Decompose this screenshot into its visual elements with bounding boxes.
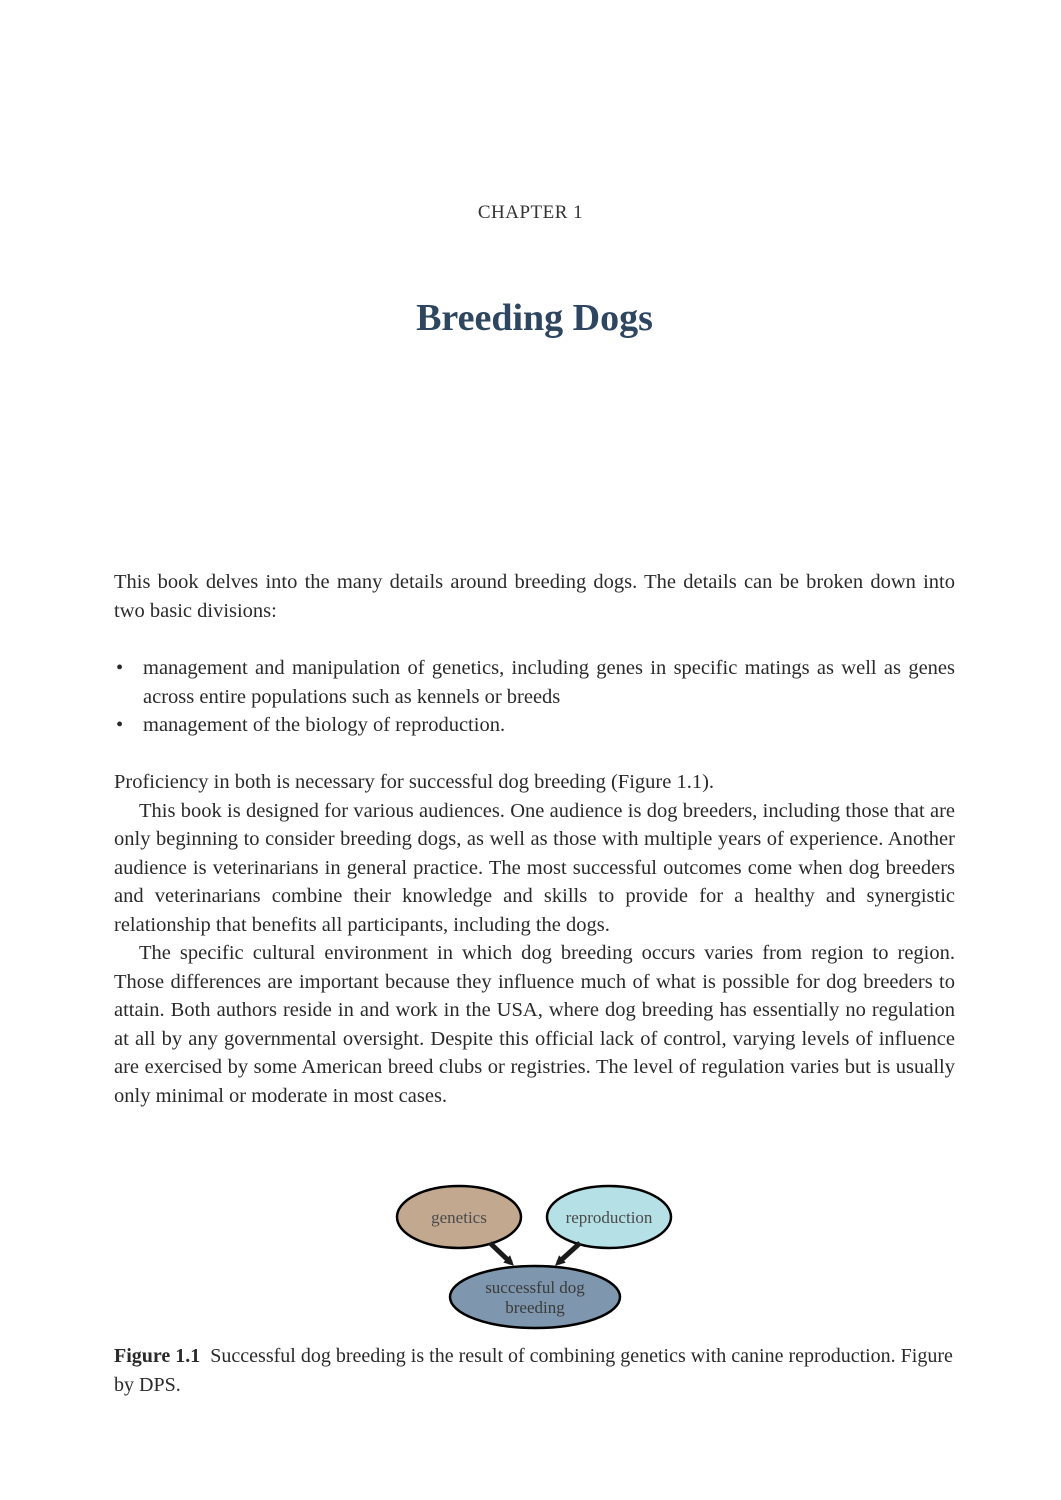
intro-paragraph-block [114,568,955,625]
bullet-list [114,654,955,740]
figure-caption-label: Figure 1.1 [114,1345,201,1367]
paragraph: This book is designed for various audiences. One audience is dog breeders, including those that are only beginning to consider breeding dogs, as well as those with multiple years of experience. Another audience is veterinarians in general practice. The most successful outcomes come when dog breeders and veterinarians combine their knowledge and skills to provide for a healthy and synergistic relationship that benefits all participants, including the dogs. [114,799,955,936]
outcome-label-line2: breeding [505,1298,565,1317]
bullet-text: management and manipulation of genetics, including genes in specific matings as well as genes across entire populations such as kennels or breeds [143,657,955,708]
genetics-label: genetics [431,1208,487,1227]
chapter-number: CHAPTER 1 [477,202,584,223]
bullet-item [114,654,955,711]
paragraph: Proficiency in both is necessary for successful dog breeding (Figure 1.1). [114,771,715,793]
figure-diagram [390,1180,680,1330]
arrow-reproduction-to-outcome [558,1243,580,1263]
figure-caption [114,1342,955,1399]
body-paragraphs [114,768,955,1110]
bullet-item [114,711,955,740]
reproduction-label: reproduction [565,1208,653,1227]
bullet-icon: • [116,714,124,736]
bullet-text: management of the biology of reproduction. [143,714,506,736]
outcome-label-line1: successful dog [485,1278,585,1297]
arrow-genetics-to-outcome [490,1243,511,1263]
chapter-title: Breeding Dogs [416,297,653,339]
diagram-svg [390,1180,680,1330]
bullet-icon: • [116,657,124,679]
paragraph: The specific cultural environment in which dog breeding occurs varies from region to region. Those differences are important because they influence much of what is possible for dog breeders to attain. Both authors reside in and work in the USA, where dog breeding has essentially no regulation at all by any governmental oversight. Despite this official lack of control, varying levels of influence are exercised by some American breed clubs or registries. The level of regulation varies but is usually only minimal or moderate in most cases. [114,942,955,1107]
intro-paragraph: This book delves into the many details around breeding dogs. The details can be broken down into two basic divisions: [114,571,955,622]
outcome-node [450,1266,620,1328]
figure-caption-text: Successful dog breeding is the result of combining genetics with canine reproduction. Figure by DPS. [114,1345,953,1396]
bullet-list-block [114,654,955,740]
